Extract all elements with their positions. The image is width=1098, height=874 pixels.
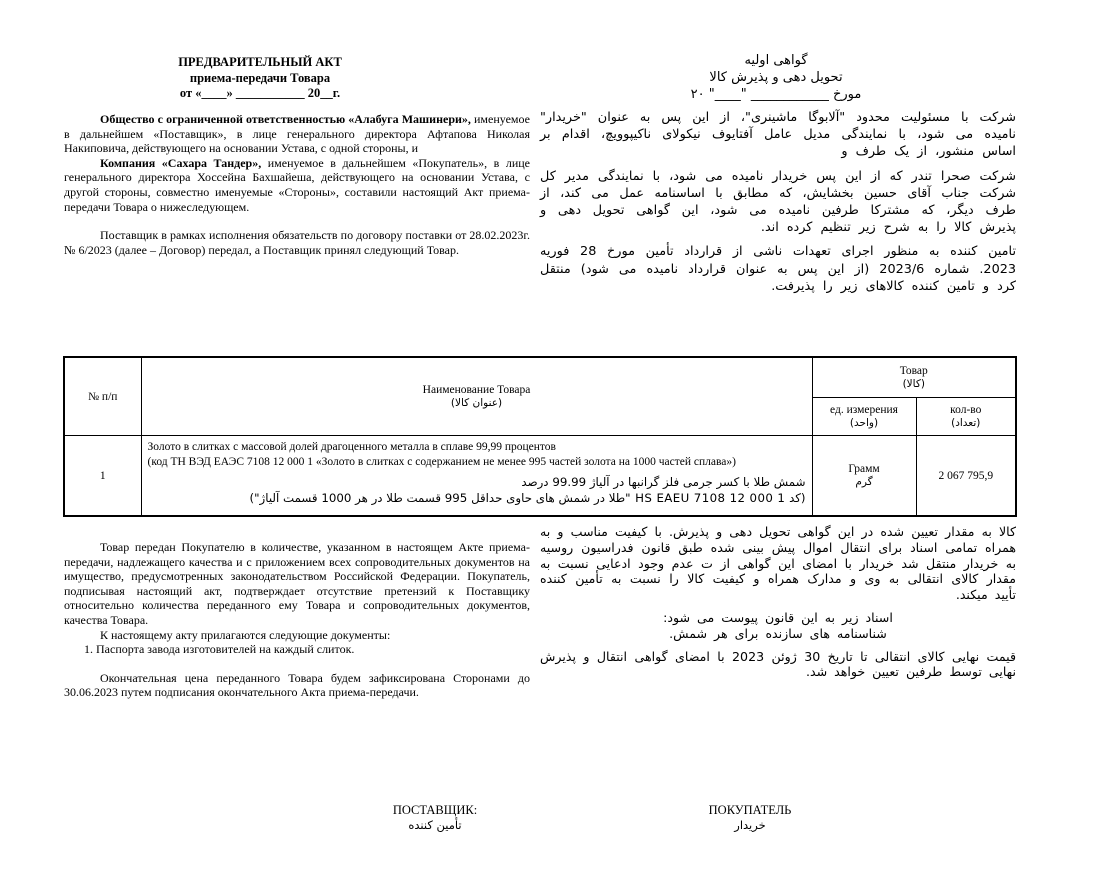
goods-table	[63, 356, 1017, 517]
col-header-qty-fa: (تعداد)	[951, 417, 981, 429]
ru-attachments-intro: К настоящему акту прилагаются следующие документы:	[100, 627, 391, 642]
ru-title-line1: ПРЕДВАРИТЕЛЬНЫЙ АКТ	[178, 55, 342, 69]
supplier-label-fa: تأمین کننده	[408, 818, 462, 832]
ru-attachment-item-1: 1. Паспорта завода изготовителей на каждый слиток.	[84, 642, 355, 657]
col-header-unit	[812, 398, 916, 436]
row-qty-cell: 2 067 795,9	[916, 436, 1016, 517]
row-name-ru-line2: (код ТН ВЭД ЕАЭС 7108 12 000 1 «Золото в слитках с содержанием не менее 995 частей золота на 1000 частей сплава»)	[147, 455, 736, 468]
buyer-signature-block	[640, 803, 860, 832]
col-header-unit-fa: (واحد)	[849, 417, 879, 429]
col-header-number	[64, 357, 141, 436]
row-name-fa-line1: شمش طلا با کسر جرمی فلز گرانبها در آلیاژ 99.99 درصد	[521, 475, 806, 489]
col-header-name-fa: (عنوان کالا)	[450, 397, 503, 409]
row-name-cell	[141, 436, 812, 517]
supplier-signature-block	[325, 803, 545, 832]
ru-contract-paragraph: Поставщик в рамках исполнения обязательств по договору поставки от 28.02.2023г. № 6/2023 (далее – Договор) передал, а Поставщик принял следующий Товар.	[64, 228, 530, 257]
fa-supplier-paragraph: شرکت با مسئولیت محدود "آلابوگا ماشینری"، از این پس به عنوان "خریدار" نامیده می شود، با نمایندگی مدیل عامل آفتایوف نیکولای ناکیپوویچ، اقدام بر اساس منشور، از یک طرف و	[540, 110, 1016, 160]
col-header-goods-group	[812, 357, 1016, 398]
ru-title-line2: приема-передачи Товара	[189, 70, 331, 85]
table-row	[64, 436, 1016, 517]
row-name-ru-line1: Золото в слитках с массовой долей драгоценного металла в сплаве 99,99 процентов	[147, 441, 556, 453]
row-unit-cell	[812, 436, 916, 517]
ru-body-section	[64, 540, 530, 700]
fa-contract-paragraph: تامین کننده به منظور اجرای تعهدات ناشی از قرارداد تأمین مورخ 28 فوریه 2023. شماره 2023/6 (از این پس به عنوان قرارداد نامیده می شود) منتقل کرد و تامین کننده کالاهای زیر را پذیرفت.	[540, 244, 1017, 294]
buyer-label-ru: ПОКУПАТЕЛЬ	[708, 803, 792, 817]
fa-attachment-item-1: شناسنامه های سازنده برای هر شمش.	[669, 625, 887, 641]
fa-intro-section	[540, 109, 1016, 295]
row-unit-ru: Грамм	[848, 463, 880, 475]
ru-transfer-paragraph: Товар передан Покупателю в количестве, указанном в настоящем Акте приема-передачи, надлежащего качества и с приложением всех сопроводительных документов на имущество, предусмотренных законодательством Российской Федерации. Покупатель, подписывая настоящий акт, подтверждает отсутствие претензий к Поставщику относительно количества переданного ему Товара и сопроводительных документов, качества Товара.	[64, 540, 530, 627]
row-number-cell: 1	[64, 436, 141, 517]
col-header-qty-ru: кол-во	[950, 404, 982, 416]
col-header-name-ru: Наименование Товара	[422, 384, 531, 396]
fa-body-section	[540, 524, 1016, 680]
ru-title-date-line: от «____» ___________ 20__г.	[179, 86, 341, 100]
supplier-label-ru: ПОСТАВЩИК:	[392, 803, 478, 817]
col-header-name	[141, 357, 812, 436]
ru-supplier-name: Общество с ограниченной ответственностью «Алабуга Машинери»,	[100, 112, 471, 126]
fa-title-block	[560, 52, 992, 103]
ru-intro-section	[64, 112, 530, 257]
col-header-goods-fa: (کالا)	[902, 378, 925, 390]
ru-title-block	[64, 55, 456, 102]
ru-buyer-paragraph	[64, 156, 530, 214]
fa-buyer-paragraph: شرکت صحرا تندر که از این پس خریدار نامیده می شود، با نمایندگی مدیر کل شرکت جناب آقای حسین بخشایش، که مطابق با اساسنامه عمل می کند، از طرف دیگر، که مشترکا طرفین نامیده می شود، این گواهی تحویل دهی و پذیرش کالا را به شرح زیر تنظیم کرده اند.	[540, 168, 1016, 236]
col-header-goods-ru: Товар	[899, 365, 928, 377]
fa-title-line2: تحویل دهی و پذیرش کالا	[709, 70, 843, 85]
fa-title-date-line: مورخ ____________ "____" ۲۰	[690, 87, 862, 102]
fa-attachments-intro: اسناد زیر به این قانون پیوست می شود:	[663, 609, 893, 625]
ru-supplier-text: именуемое в дальнейшем «Поставщик», в лице генерального директора Афтапова Николая Накиповича, действующего на основании Устава, с одной стороны, и	[64, 112, 530, 156]
ru-buyer-name: Компания «Сахара Тандер»,	[100, 155, 262, 170]
row-name-fa-line2: (کد HS EAEU 7108 12 000 1 "طلا در شمش های حاوی حداقل 995 قسمت طلا در هر 1000 قسمت آلیاژ")	[249, 491, 806, 505]
buyer-label-fa: خریدار	[734, 818, 766, 832]
ru-final-price-paragraph: Окончательная цена переданного Товара будем зафиксирована Сторонами до 30.06.2023 путем подписания окончательного Акта приема-передачи.	[64, 670, 530, 700]
col-header-qty	[916, 398, 1016, 436]
ru-supplier-paragraph	[64, 112, 530, 156]
col-header-unit-ru: ед. измерения	[830, 404, 898, 416]
fa-final-price-paragraph: قیمت نهایی کالای انتقالی تا تاریخ 30 ژوئن 2023 با امضای گواهی انتقال و پذیرش نهایی توسط طرفین تعیین خواهد شد.	[540, 648, 1017, 680]
row-unit-fa: گرم	[855, 476, 873, 488]
col-header-number-ru: № п/п	[88, 390, 118, 403]
fa-transfer-paragraph: کالا به مقدار تعیین شده در این گواهی تحویل دهی و پذیرش. با کیفیت مناسب و به همراه تمامی اسناد برای انتقال اموال پیش بینی شده طبق قانون فدراسیون روسیه به خریدار منتقل شد خریدار با امضای این گواهی از ت عدم وجود ادعایی نسبت به مقدار کالای انتقالی به وی و مدارک همراه و کیفیت کالا را نسبت به تأمین کننده تأیید میکند.	[540, 524, 1016, 603]
fa-title-line1: گواهی اولیه	[744, 53, 808, 68]
ru-buyer-text: именуемое в дальнейшем «Покупатель», в лице генерального директора Хоссейна Бахшайеша, действующего на основании Устава, с другой стороны, совместно именуемые «Стороны», составили настоящий Акт приема-передачи Товара о нижеследующем.	[64, 155, 530, 214]
